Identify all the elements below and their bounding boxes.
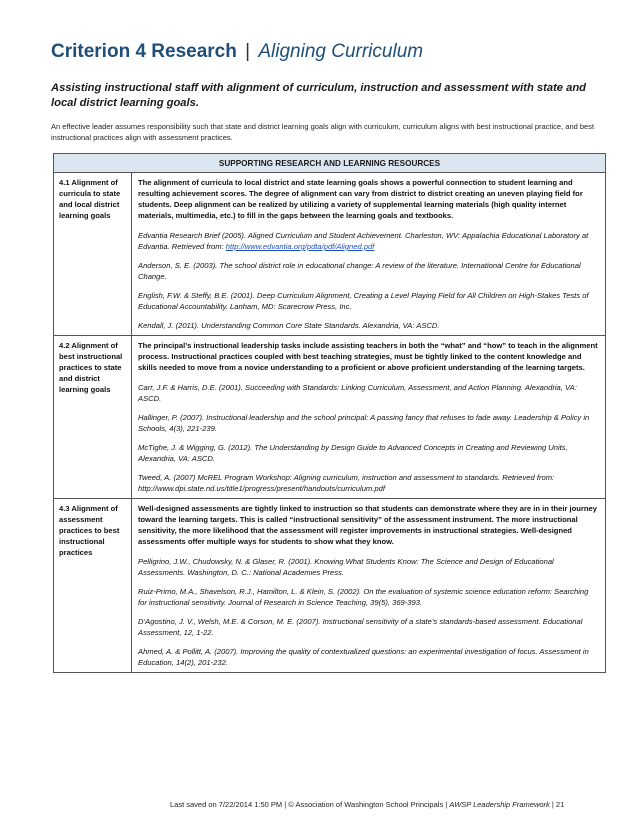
research-table: [53, 153, 606, 673]
title-subtitle: Aligning Curriculum: [258, 41, 424, 62]
reference: D’Agostino, J. V., Welsh, M.E. & Corson, M. E. (2007). Instructional sensitivity of a state’s standards-based assessment. Educational Assessment, 12, 1-22.: [138, 617, 583, 637]
table-row: [54, 336, 606, 499]
intro-paragraph: An effective leader assumes responsibility such that state and district learning goals align with curriculum, curriculum aligns with best instructional practice, and best instructional practices align with assessment practices.: [51, 122, 595, 142]
page-footer: [170, 800, 625, 810]
lead-paragraph: The principal’s instructional leadership tasks include assisting teachers in both the “what” and “how” to teach in the alignment process. Instructional practices coupled with best teaching strategies, must be tightly linked to the content knowledge and skills needed to move from a novice understanding to a proficient or above proficient understanding of the learning targets.: [138, 341, 598, 372]
reference: Tweed, A. (2007) McREL Program Workshop: Aligning curriculum, instruction and assessment to standards. Retrieved from: http://www.dpi.state.nd.us/title1/progress/present/handouts/curriculum.pdf: [138, 473, 555, 493]
reference-text: Edvantia Research Brief (2005). Aligned Curriculum and Student Achievement. Charleston, WV: Appalachia Educational Laboratory at Edvantia. Retrieved from:: [138, 231, 589, 251]
table-row: [54, 499, 606, 673]
reference: Carr, J.F. & Harris, D.E. (2001). Succeeding with Standards: Linking Curriculum, Assessment, and Action Planning. Alexandria, VA: ASCD.: [138, 383, 577, 403]
reference: Anderson, S. E. (2003). The school district role in educational change: A review of the literature. International Centre for Educational Change.: [138, 261, 581, 281]
reference: Ahmed, A. & Pollitt, A. (2007). Improving the quality of contextualized questions: an experimental investigation of focus. Assessment in Education, 14(2), 201-232.: [138, 647, 589, 667]
resource-cell: [132, 499, 606, 673]
criterion-label: 4.2 Alignment of best instructional practices to state and district learning goals: [54, 336, 132, 499]
table-header: SUPPORTING RESEARCH AND LEARNING RESOURCES: [54, 154, 606, 173]
lead-paragraph: Well-designed assessments are tightly linked to instruction so that students can demonstrate where they are in in their journey toward the learning targets. This is called “instructional sensitivity” of the assessment instrument. The more instructional sensitivity, the more likelihood that the assessment will register improvements in instructional strategies. Well-designed assessments offer multiple ways for students to show what they know.: [138, 504, 597, 546]
criterion-subtitle: Assisting instructional staff with alignment of curriculum, instruction and assessment with state and local district learning goals.: [51, 82, 587, 109]
title-main: Criterion 4 Research: [51, 41, 237, 62]
footer-framework: AWSP Leadership Framework: [449, 800, 550, 809]
lead-paragraph: The alignment of curricula to local district and state learning goals shows a powerful connection to student learning and resulting achievement scores. The degree of alignment can vary from district to district creating an uneven playing field for students. Deep alignment can be realized by utilizing a variety of supplemental learning materials (high quality internet materials, multimedia, etc.) to fill in the gaps between the learning goals and textbooks.: [138, 178, 583, 220]
resource-cell: [132, 336, 606, 499]
page-title: [51, 40, 611, 64]
reference: Pelligrino, J.W., Chudowsky, N. & Glaser, R. (2001). Knowing What Students Know: The Science and Design of Educational Assessments. Washington, D. C.: National Academies Press.: [138, 557, 554, 577]
resource-cell: [132, 173, 606, 336]
reference: Ruiz-Primo, M.A., Shavelson, R.J., Hamilton, L. & Klein, S. (2002). On the evaluation of systemic science education reform: Searching for instructional sensitivity. Journal of Research in Science Teaching, 39(5), 369-393.: [138, 587, 589, 607]
reference: Kendall, J. (2011). Understanding Common Core State Standards. Alexandria, VA: ASCD.: [138, 321, 440, 330]
footer-page-number: | 21: [549, 800, 565, 809]
table-row: [54, 173, 606, 336]
footer-saved: Last saved on 7/22/2014 1:50 PM | © Association of Washington School Principals |: [170, 800, 448, 809]
table-header-row: [54, 154, 606, 173]
criterion-label: 4.3 Alignment of assessment practices to best instructional practices: [54, 499, 132, 673]
reference: McTighe, J. & Wigging, G. (2012). The Understanding by Design Guide to Advanced Concepts in Creating and Reviewing Units, Alexandria, VA: ASCD.: [138, 443, 568, 463]
reference-link[interactable]: http://www.edvantia.org/pdta/pdf/Aligned.pdf: [225, 242, 375, 251]
reference: [138, 230, 599, 252]
reference: English, F.W. & Steffy, B.E. (2001). Deep Curriculum Alignment, Creating a Level Playing Field for All Children on High-Stakes Tests of Educational Accountability. Lanham, MD: Scarecrow Press, Inc.: [138, 291, 589, 311]
reference: Hallinger, P. (2007). Instructional leadership and the school principal: A passing fancy that refuses to fade away. Leadership & Policy in Schools, 4(3), 221-239.: [138, 413, 590, 433]
title-separator: |: [245, 41, 251, 62]
criterion-label: 4.1 Alignment of curricula to state and local district learning goals: [54, 173, 132, 336]
